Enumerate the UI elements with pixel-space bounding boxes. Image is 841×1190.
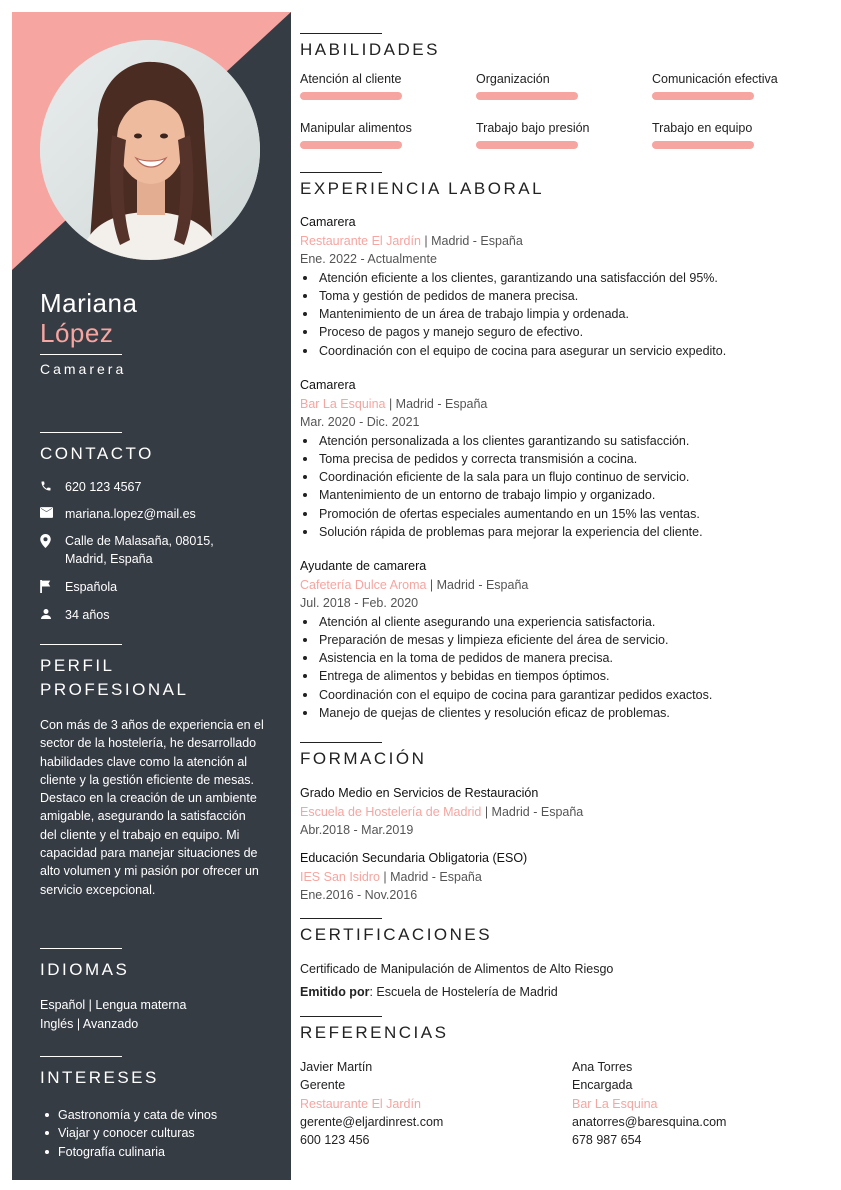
skill-item <box>652 72 822 100</box>
section-divider <box>300 1016 382 1017</box>
address-line-2: Madrid, España <box>65 552 153 566</box>
language-item: Español | Lengua materna <box>40 998 187 1012</box>
section-divider <box>40 644 122 645</box>
job-position: Camarera <box>300 215 356 229</box>
experience-heading: EXPERIENCIA LABORAL <box>300 179 545 198</box>
job-entry <box>300 376 820 541</box>
education-entry <box>300 849 820 905</box>
contact-section <box>40 432 280 624</box>
skill-bar <box>300 92 402 100</box>
first-name: Mariana <box>40 288 138 318</box>
job-dates: Ene. 2022 - Actualmente <box>300 252 437 266</box>
job-duty: Atención personalizada a los clientes garantizando su satisfacción. <box>300 432 820 450</box>
email-text: mariana.lopez@mail.es <box>65 507 196 521</box>
reference-company: Bar La Esquina <box>572 1096 658 1111</box>
degree-title: Grado Medio en Servicios de Restauración <box>300 786 539 800</box>
school-location: | Madrid - España <box>481 804 584 819</box>
section-divider <box>300 172 382 173</box>
skill-bar <box>476 141 578 149</box>
profile-text: Con más de 3 años de experiencia en el sector de la hostelería, he desarrollado habilidades clave como la atención al cliente y la gestión eficiente de mesas. Destaco en la creación de un ambiente amigable, asegurando la satisfacción del cliente y el trabajo en equipo. Mi capacidad para manejar situaciones de alto volumen y mi pasión por ofrecer un servicio excepcional. <box>40 718 264 897</box>
skill-label: Manipular alimentos <box>300 121 412 135</box>
languages-list <box>40 996 280 1033</box>
references-heading: REFERENCIAS <box>300 1023 449 1042</box>
age-text: 34 años <box>65 608 110 622</box>
reference-phone: 600 123 456 <box>300 1133 370 1148</box>
job-duty: Entrega de alimentos y bebidas en tiempos óptimos. <box>300 667 820 685</box>
job-duties <box>300 269 820 360</box>
job-position: Camarera <box>300 378 356 392</box>
skill-label: Atención al cliente <box>300 72 402 86</box>
section-divider <box>300 33 382 34</box>
reference-name: Ana Torres <box>572 1060 633 1074</box>
name-divider <box>40 354 122 355</box>
job-duty: Coordinación con el equipo de cocina para garantizar pedidos exactos. <box>300 686 820 704</box>
job-dates: Mar. 2020 - Dic. 2021 <box>300 415 420 429</box>
skill-label: Comunicación efectiva <box>652 72 778 86</box>
reference-email: anatorres@baresquina.com <box>572 1114 727 1129</box>
job-duty: Mantenimiento de un área de trabajo limpia y ordenada. <box>300 305 820 323</box>
job-duty: Atención eficiente a los clientes, garantizando una satisfacción del 95%. <box>300 269 820 287</box>
job-company-line <box>300 395 820 414</box>
interests-list <box>40 1106 280 1161</box>
profile-section <box>40 644 265 899</box>
contact-heading: CONTACTO <box>40 444 154 463</box>
last-name: López <box>40 318 114 348</box>
address-line-1: Calle de Malasaña, 08015, <box>65 534 214 548</box>
job-entry <box>300 557 820 722</box>
name-block <box>40 288 280 377</box>
skill-item <box>300 121 470 149</box>
issuer-label: Emitido por <box>300 985 370 999</box>
job-duties <box>300 432 820 542</box>
education-dates: Ene.2016 - Nov.2016 <box>300 888 418 902</box>
reference-email: gerente@eljardinrest.com <box>300 1114 444 1129</box>
job-duty: Asistencia en la toma de pedidos de manera precisa. <box>300 649 820 667</box>
languages-heading: IDIOMAS <box>40 960 130 979</box>
skill-item <box>476 72 646 100</box>
skill-label: Trabajo bajo presión <box>476 121 590 135</box>
reference-company: Restaurante El Jardín <box>300 1096 421 1111</box>
sidebar <box>12 12 291 1180</box>
skills-section <box>300 33 820 61</box>
job-duty: Proceso de pagos y manejo seguro de efectivo. <box>300 323 820 341</box>
job-position: Ayudante de camarera <box>300 559 427 573</box>
experience-section <box>300 172 820 200</box>
certification-issuer-line <box>300 981 820 1004</box>
contact-phone <box>40 478 280 496</box>
profile-heading-line-1: PERFIL <box>40 656 115 675</box>
job-duties <box>300 613 820 723</box>
skill-label: Organización <box>476 72 550 86</box>
phone-icon <box>40 478 65 492</box>
skill-item <box>300 72 470 100</box>
references-section <box>300 1016 820 1044</box>
certification-name: Certificado de Manipulación de Alimentos de Alto Riesgo <box>300 962 614 976</box>
contact-email <box>40 505 280 523</box>
interest-item: Viajar y conocer culturas <box>40 1124 280 1142</box>
languages-section <box>40 948 280 1033</box>
language-item: Inglés | Avanzado <box>40 1016 139 1031</box>
job-duty: Coordinación con el equipo de cocina para asegurar un servicio expedito. <box>300 342 820 360</box>
nationality-text: Española <box>65 580 118 594</box>
section-divider <box>40 948 122 949</box>
contact-age <box>40 606 280 624</box>
interests-heading: INTERESES <box>40 1068 159 1087</box>
job-duty: Atención al cliente asegurando una experiencia satisfactoria. <box>300 613 820 631</box>
job-duty: Coordinación eficiente de la sala para un flujo continuo de servicio. <box>300 468 820 486</box>
degree-title: Educación Secundaria Obligatoria (ESO) <box>300 851 528 865</box>
school-name: Escuela de Hostelería de Madrid <box>300 804 482 819</box>
skill-bar <box>652 92 754 100</box>
interests-section <box>40 1056 280 1161</box>
job-dates: Jul. 2018 - Feb. 2020 <box>300 596 419 610</box>
certifications-heading: CERTIFICACIONES <box>300 925 493 944</box>
interest-item: Fotografía culinaria <box>40 1143 280 1161</box>
skills-heading: HABILIDADES <box>300 40 440 59</box>
reference-role: Gerente <box>300 1078 346 1093</box>
section-divider <box>300 918 382 919</box>
reference-role: Encargada <box>572 1078 633 1093</box>
section-divider <box>40 1056 122 1057</box>
certifications-section <box>300 918 820 946</box>
job-duty: Manejo de quejas de clientes y resolución eficaz de problemas. <box>300 704 820 722</box>
reference-entry <box>300 1058 540 1149</box>
education-section <box>300 742 820 770</box>
job-duty: Toma precisa de pedidos y correcta transmisión a cocina. <box>300 450 820 468</box>
skill-bar <box>300 141 402 149</box>
education-entry <box>300 784 820 840</box>
interest-item: Gastronomía y cata de vinos <box>40 1106 280 1124</box>
profile-heading-line-2: PROFESIONAL <box>40 680 189 699</box>
skill-item <box>652 121 822 149</box>
education-heading: FORMACIÓN <box>300 749 427 768</box>
person-icon <box>40 606 65 620</box>
mail-icon <box>40 505 65 518</box>
section-divider <box>300 742 382 743</box>
job-location: | Madrid - España <box>385 396 488 411</box>
school-name: IES San Isidro <box>300 869 380 884</box>
location-pin-icon <box>40 532 65 548</box>
job-location: | Madrid - España <box>420 233 523 248</box>
job-company: Cafetería Dulce Aroma <box>300 577 427 592</box>
job-company: Restaurante El Jardín <box>300 233 421 248</box>
skill-item <box>476 121 646 149</box>
contact-nationality <box>40 578 280 596</box>
job-duty: Preparación de mesas y limpieza eficiente del área de servicio. <box>300 631 820 649</box>
job-title: Camarera <box>40 361 127 377</box>
education-dates: Abr.2018 - Mar.2019 <box>300 823 414 837</box>
section-divider <box>40 432 122 433</box>
certification-entry <box>300 958 820 1004</box>
skill-bar <box>652 141 754 149</box>
profile-photo <box>40 40 260 260</box>
school-line <box>300 803 820 822</box>
job-duty: Promoción de ofertas especiales aumentando en un 15% las ventas. <box>300 505 820 523</box>
phone-text: 620 123 4567 <box>65 480 142 494</box>
job-duty: Toma y gestión de pedidos de manera precisa. <box>300 287 820 305</box>
job-entry <box>300 213 820 360</box>
job-duty: Solución rápida de problemas para mejorar la experiencia del cliente. <box>300 523 820 541</box>
skill-bar <box>476 92 578 100</box>
reference-entry <box>572 1058 812 1149</box>
school-location: | Madrid - España <box>379 869 482 884</box>
job-duty: Mantenimiento de un entorno de trabajo limpio y organizado. <box>300 486 820 504</box>
school-line <box>300 868 820 887</box>
reference-phone: 678 987 654 <box>572 1133 642 1148</box>
job-company-line <box>300 576 820 595</box>
job-company: Bar La Esquina <box>300 396 386 411</box>
flag-icon <box>40 578 65 593</box>
issuer-name: : Escuela de Hostelería de Madrid <box>369 985 558 999</box>
skill-label: Trabajo en equipo <box>652 121 753 135</box>
job-company-line <box>300 232 820 251</box>
job-location: | Madrid - España <box>426 577 529 592</box>
contact-address <box>40 532 280 568</box>
reference-name: Javier Martín <box>300 1060 373 1074</box>
